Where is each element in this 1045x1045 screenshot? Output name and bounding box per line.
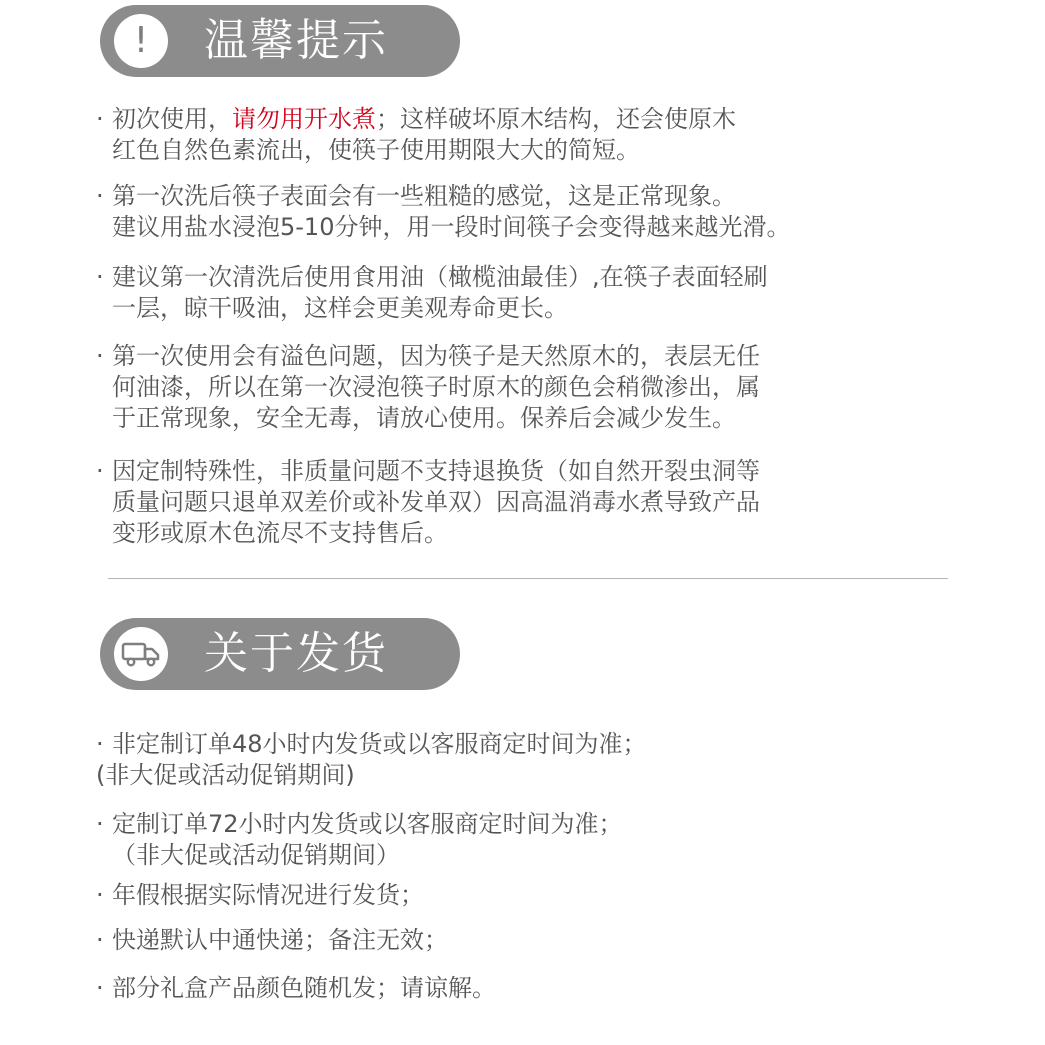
shipping-title: 关于发货 xyxy=(204,628,388,679)
shipping-item-3 xyxy=(96,880,966,911)
notice-icon-circle xyxy=(114,14,168,68)
bullet: · xyxy=(96,457,104,485)
shipping-item-1-line2: (非大促或活动促销期间) xyxy=(96,761,355,789)
notice-header xyxy=(100,5,460,77)
notice-title: 温馨提示 xyxy=(204,15,388,66)
shipping-header xyxy=(100,618,460,690)
bullet: · xyxy=(96,263,104,291)
shipping-item-5 xyxy=(96,973,966,1004)
notice-item-5-line2: 质量问题只退单双差价或补发单双）因高温消毒水煮导致产品 xyxy=(112,488,760,516)
notice-item-2-line2: 建议用盐水浸泡5-10分钟，用一段时间筷子会变得越来越光滑。 xyxy=(112,213,791,241)
bullet: · xyxy=(96,926,104,954)
notice-item-1-highlight: 请勿用开水煮 xyxy=(232,105,376,133)
bullet: · xyxy=(96,105,104,133)
notice-item-3-line2: 一层，晾干吸油，这样会更美观寿命更长。 xyxy=(112,294,568,322)
notice-item-3-line1: 建议第一次清洗后使用食用油（橄榄油最佳）,在筷子表面轻刷 xyxy=(112,263,768,291)
shipping-item-2-line1: 定制订单72小时内发货或以客服商定时间为准； xyxy=(112,810,623,838)
bullet: · xyxy=(96,730,104,758)
shipping-item-2 xyxy=(96,809,966,871)
notice-item-5-line1: 因定制特殊性，非质量问题不支持退换货（如自然开裂虫洞等 xyxy=(112,457,760,485)
notice-item-1-line2: 红色自然色素流出，使筷子使用期限大大的简短。 xyxy=(112,136,640,164)
shipping-item-1 xyxy=(96,729,966,791)
notice-item-4 xyxy=(96,341,966,434)
shipping-item-3-line1: 年假根据实际情况进行发货； xyxy=(112,881,424,909)
notice-item-2-line1: 第一次洗后筷子表面会有一些粗糙的感觉，这是正常现象。 xyxy=(112,182,736,210)
notice-item-1-post: ；这样破坏原木结构，还会使原木 xyxy=(376,105,736,133)
exclamation-icon: ! xyxy=(133,20,149,61)
truck-icon xyxy=(121,640,161,668)
notice-item-4-line3: 于正常现象，安全无毒，请放心使用。保养后会减少发生。 xyxy=(112,404,736,432)
bullet: · xyxy=(96,881,104,909)
notice-item-4-line2: 何油漆，所以在第一次浸泡筷子时原木的颜色会稍微渗出，属 xyxy=(112,373,760,401)
section-divider xyxy=(108,578,948,579)
notice-item-5-line3: 变形或原木色流尽不支持售后。 xyxy=(112,519,448,547)
shipping-item-4 xyxy=(96,925,966,956)
notice-item-1-pre: 初次使用， xyxy=(112,105,232,133)
shipping-item-1-line1: 非定制订单48小时内发货或以客服商定时间为准； xyxy=(112,730,647,758)
notice-item-2 xyxy=(96,181,966,243)
shipping-item-5-line1: 部分礼盒产品颜色随机发；请谅解。 xyxy=(112,974,496,1002)
shipping-icon-circle xyxy=(114,627,168,681)
notice-item-3 xyxy=(96,262,966,324)
notice-item-5 xyxy=(96,456,966,549)
shipping-item-2-line2: （非大促或活动促销期间） xyxy=(112,841,400,869)
notice-item-4-line1: 第一次使用会有溢色问题，因为筷子是天然原木的，表层无任 xyxy=(112,342,760,370)
bullet: · xyxy=(96,342,104,370)
bullet: · xyxy=(96,810,104,838)
shipping-item-4-line1: 快递默认中通快递；备注无效； xyxy=(112,926,448,954)
notice-item-1 xyxy=(96,104,966,166)
bullet: · xyxy=(96,182,104,210)
bullet: · xyxy=(96,974,104,1002)
